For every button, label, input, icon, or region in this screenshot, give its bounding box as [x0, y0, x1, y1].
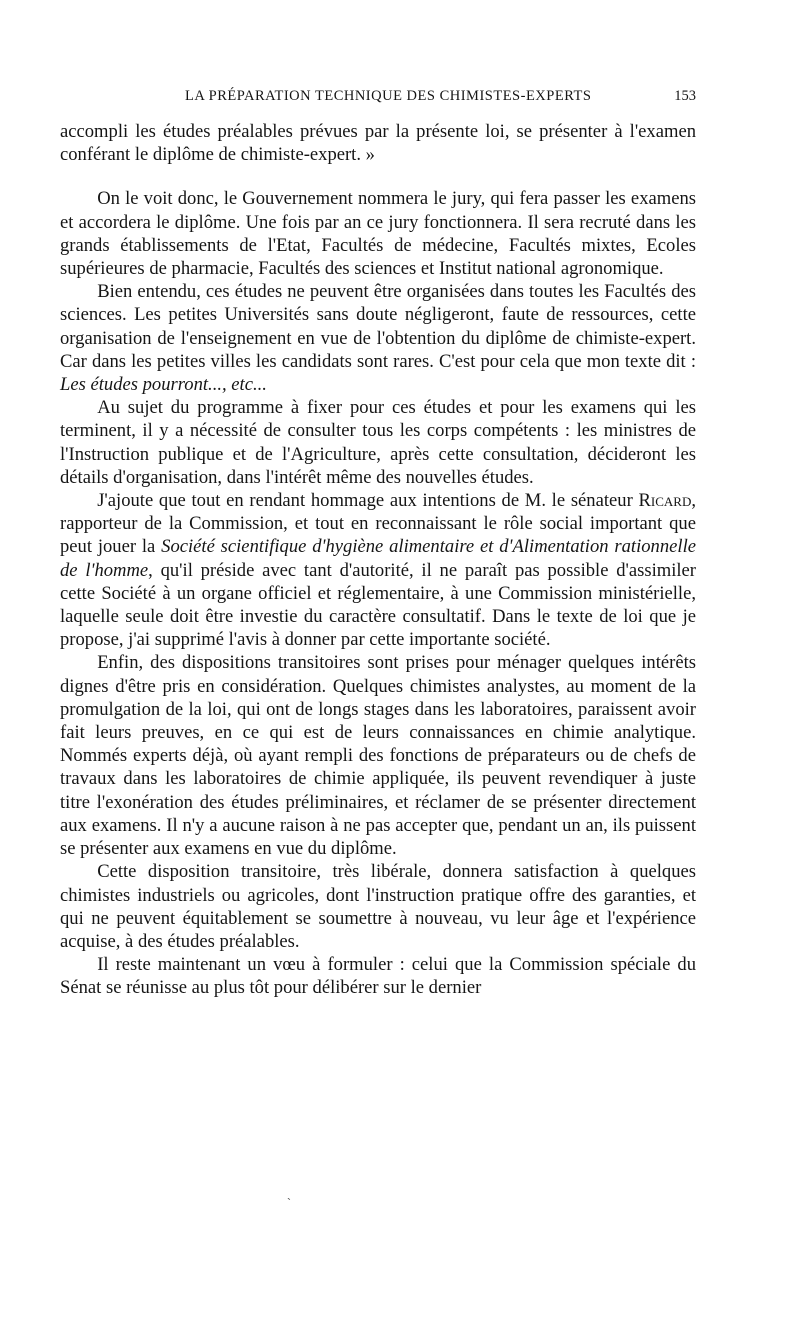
- paragraph-3-quote: Les études pourront..., etc...: [60, 374, 267, 396]
- paragraph-3-text: Bien entendu, ces études ne peuvent être organisées dans toutes les Facultés des sciences. Les petites Universités sans doute négligeront, faute de ressources, cette organisation de l'enseignement en vue de l'obtention du diplôme de chimiste-expert. Car dans les petites villes les candidats sont rares. C'est pour cela que mon texte dit :: [60, 281, 696, 372]
- body-text: [60, 120, 696, 1000]
- paragraph-6: Enfin, des dispositions transitoires sont prises pour ménager quelques intérêts dignes d'être pris en considération. Quelques chimistes analystes, au moment de la promulgation de la loi, qui ont de longs stages dans les laboratoires, paraissent avoir fait leurs preuves, en ce qui est de leurs connaissances en chimie analytique. Nommés experts déjà, où ayant rempli des fonctions de préparateurs ou de chefs de travaux dans les laboratoires de chimie appliquée, ils peuvent revendiquer à juste titre l'exonération des études préliminaires, et réclamer de se présenter directement aux examens. Il n'y a aucune raison à ne pas accepter que, pendant un an, ils puissent se présenter aux examens en vue du diplôme.: [60, 652, 696, 860]
- paragraph-8: Il reste maintenant un vœu à formuler : celui que la Commission spéciale du Sénat se réunisse au plus tôt pour délibérer sur le dernier: [60, 954, 696, 999]
- paragraph-3: [60, 280, 696, 396]
- stray-ink-mark: ˴: [287, 1190, 291, 1204]
- paragraph-4: Au sujet du programme à fixer pour ces études et pour les examens qui les terminent, il y a nécessité de consulter tous les corps compétents : les ministres de l'Instruction publique et de l'Agriculture, après cette consultation, décideront les détails d'organisation, dans l'intérêt même des nouvelles études.: [60, 397, 696, 488]
- paragraph-5: [60, 489, 696, 651]
- senator-name: Ricard: [638, 490, 692, 512]
- page-number: 153: [674, 88, 696, 104]
- running-title: LA PRÉPARATION TECHNIQUE DES CHIMISTES-EXPERTS: [185, 88, 592, 104]
- paragraph-7: Cette disposition transitoire, très libérale, donnera satisfaction à quelques chimistes industriels ou agricoles, dont l'instruction pratique offre des garanties, et qui ne peuvent équitablement se soumettre à nouveau, vu leur âge et l'expérience acquise, à des études préalables.: [60, 861, 696, 952]
- paragraph-2: On le voit donc, le Gouvernement nommera le jury, qui fera passer les examens et accordera le diplôme. Une fois par an ce jury fonctionnera. Il sera recruté dans les grands établissements de l'Etat, Facultés de médecine, Facultés mixtes, Ecoles supérieures de pharmacie, Facultés des sciences et Institut national agronomique.: [60, 188, 696, 280]
- society-name: Société scientifique d'hygiène alimentaire et d'Alimentation rationnelle de l'homme: [60, 536, 696, 581]
- page-header: [60, 88, 696, 112]
- paragraph-5-text-c: , qu'il préside avec tant d'autorité, il ne paraît pas possible d'assimiler cette Société à un organe officiel et réglementaire, à une Commission ministérielle, laquelle seule doit être investie du caractère consultatif. Dans le texte de loi que je propose, j'ai supprimé l'avis à donner par cette importante société.: [60, 559, 696, 651]
- paragraph-5-text-b: , rapporteur de la Commission, et tout en reconnaissant le rôle social important que peut jouer la: [60, 490, 696, 558]
- paragraph-5-text-a: J'ajoute que tout en rendant hommage aux intentions de M. le sénateur: [97, 490, 639, 512]
- paragraph-1: accompli les études préalables prévues par la présente loi, se présenter à l'examen conférant le diplôme de chimiste-expert. »: [60, 121, 696, 166]
